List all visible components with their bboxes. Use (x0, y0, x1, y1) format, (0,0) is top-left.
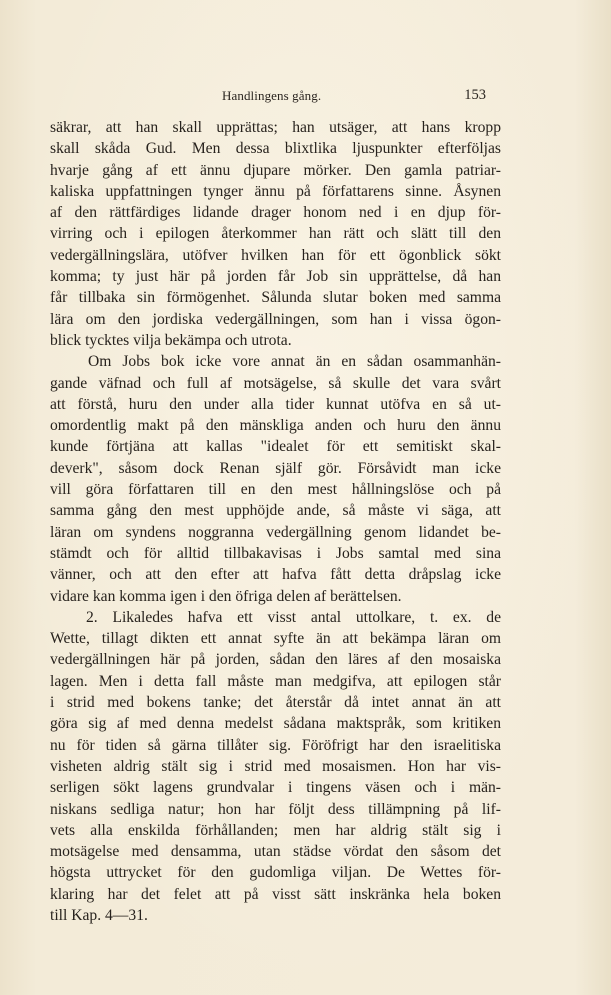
text-line: vill göra författaren till en den mest hållningslöse och på (50, 481, 501, 499)
text-line: visheten aldrig stält sig i strid med mosaismen. Hon har vis- (50, 757, 501, 775)
text-line: 2. Likaledes hafva ett visst antal uttolkare, t. ex. de (86, 608, 501, 626)
text-line: virring och i epilogen återkommer han rätt och slätt till den (50, 225, 501, 243)
page-header (52, 88, 492, 108)
text-line: till Kap. 4—31. (50, 906, 148, 924)
text-line: serligen sökt lagens grundvalar i tingens väsen och i män- (50, 779, 501, 797)
text-line: nu för tiden så gärna tillåter sig. Föröfrigt har den israelitiska (50, 736, 501, 754)
text-line: deverk", såsom dock Renan själf gör. Försåvidt man icke (50, 459, 501, 477)
text-line: Wette, tillagt dikten ett annat syfte än att bekämpa läran om (50, 630, 501, 648)
text-line: att förstå, huru den under alla tider kunnat utöfva en så ut- (50, 395, 501, 413)
text-line: hvarje gång af ett ännu djupare mörker. Den gamla patriar- (50, 161, 501, 179)
text-line: gande väfnad och full af motsägelse, så skulle det vara svårt (50, 374, 501, 392)
text-line: motsägelse med densamma, utan städse vördat den såsom det (50, 843, 501, 861)
body-text (50, 117, 501, 926)
page-number: 153 (464, 87, 486, 103)
text-line: vedergällningen här på jorden, sådan den läres af den mosaiska (50, 651, 501, 669)
text-line: lära om den jordiska vedergällningen, som han i vissa ögon- (50, 310, 501, 328)
text-line: vedergällningslära, utöfver hvilken han för ett ögonblick sökt (50, 246, 501, 264)
text-line: högsta uttrycket för den gudomliga viljan. De Wettes för- (50, 864, 501, 882)
text-line: vidare kan komma igen i den öfriga delen af berättelsen. (50, 587, 402, 605)
text-line: komma; ty just här på jorden får Job sin upprättelse, då han (50, 268, 501, 286)
text-line: omordentlig makt på den mänskliga anden och huru den ännu (50, 417, 501, 435)
text-line: Om Jobs bok icke vore annat än en sådan osammanhän- (88, 353, 501, 371)
text-line: göra sig af med denna medelst sådana maktspråk, som kritiken (50, 715, 501, 733)
text-line: kaliska uppfattningen tynger ännu på författarens sinne. Åsynen (50, 182, 501, 200)
running-title: Handlingens gång. (222, 88, 322, 103)
text-line: skall skåda Gud. Men dessa blixtlika ljuspunkter efterföljas (50, 140, 501, 158)
text-line: af den rättfärdiges lidande drager honom ned i en djup för- (50, 204, 501, 222)
text-line: vänner, och att den efter att hafva fått detta dråpslag icke (50, 566, 501, 584)
text-line: stämdt och för alltid tillbakavisas i Jobs samtal med sina (50, 544, 501, 562)
text-line: kunde förtjäna att kallas "idealet för ett semitiskt skal- (50, 438, 501, 456)
text-line: samma gång den mest upphöjde ande, så måste vi säga, att (50, 502, 501, 520)
text-line: i strid med bokens tanke; det återstår då intet annat än att (50, 694, 501, 712)
text-line: får tillbaka sin förmögenhet. Sålunda slutar boken med samma (50, 289, 501, 307)
text-line: säkrar, att han skall upprättas; han utsäger, att hans kropp (50, 119, 501, 136)
text-line: klaring har det felet att på visst sätt inskränka hela boken (50, 885, 501, 903)
text-line: läran om syndens noggranna vedergällning genom lidandet be- (50, 523, 501, 541)
text-line: vets alla enskilda förhållanden; men har aldrig stält sig i (50, 821, 501, 839)
text-line: blick tycktes vilja bekämpa och utrota. (50, 331, 292, 349)
text-line: niskans sedliga natur; hon har följt dess tillämpning på lif- (50, 800, 501, 818)
text-line: lagen. Men i detta fall måste man medgifva, att epilogen står (50, 672, 501, 690)
